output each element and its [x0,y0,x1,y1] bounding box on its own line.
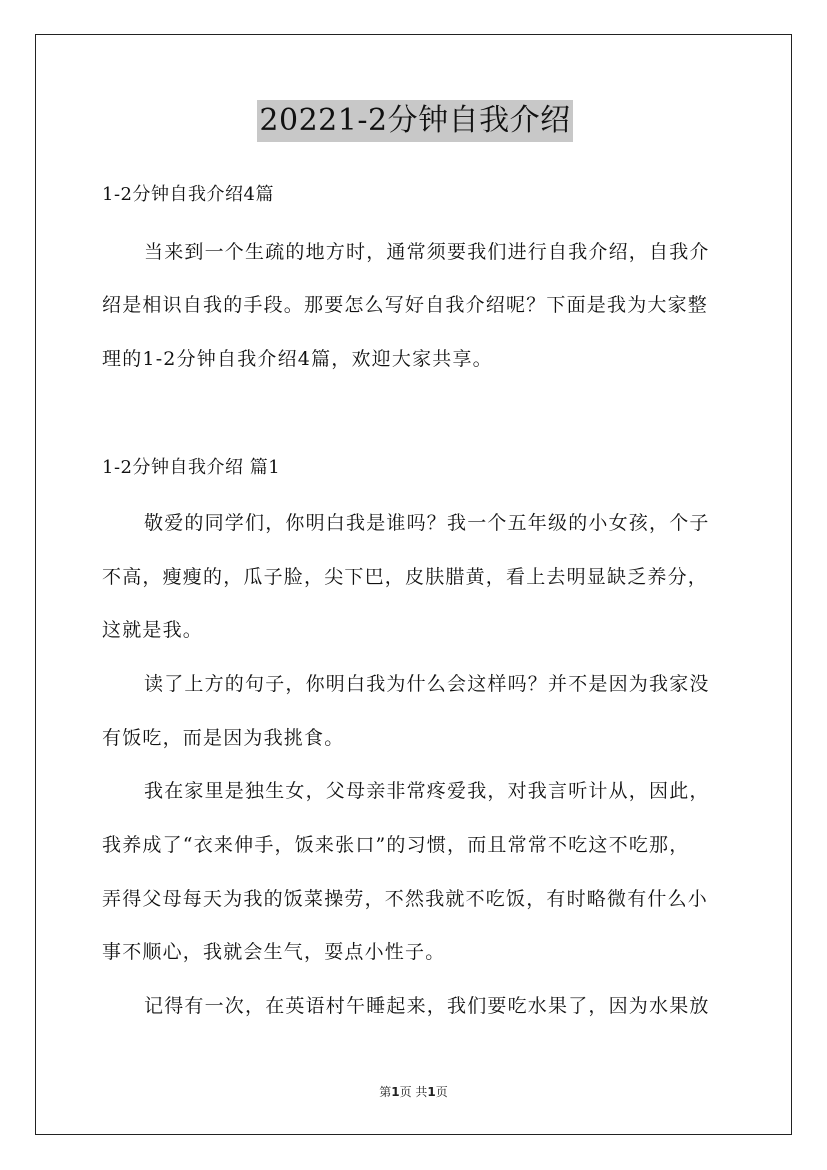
footer-suffix: 页 [435,1085,448,1099]
footer-prefix: 第 [379,1085,392,1099]
intro-line: 绍是相识自我的手段。那要怎么写好自我介绍呢？下面是我为大家整 [102,294,709,316]
paragraph-line: 记得有一次，在英语村午睡起来，我们要吃水果了，因为水果放 [144,995,710,1017]
intro-line: 当来到一个生疏的地方时，通常须要我们进行自我介绍，自我介 [144,241,710,263]
paragraph-line: 这就是我。 [102,619,204,641]
page-footer [0,1083,827,1100]
section-heading: 1-2分钟自我介绍 篇1 [102,457,281,478]
paragraph-line: 敬爱的同学们，你明白我是谁吗？我一个五年级的小女孩，个子 [144,512,710,534]
total-page-number: 1 [427,1085,436,1099]
paragraph-line: 我在家里是独生女，父母亲非常疼爱我，对我言听计从，因此， [144,780,710,802]
subtitle: 1-2分钟自我介绍4篇 [102,184,274,205]
intro-line: 理的1-2分钟自我介绍4篇，欢迎大家共享。 [102,348,493,370]
current-page-number: 1 [391,1085,400,1099]
paragraph-line: 弄得父母每天为我的饭菜操劳，不然我就不吃饭，有时略微有什么小 [102,888,709,910]
paragraph-line: 有饭吃，而是因为我挑食。 [102,727,345,749]
paragraph-line: 不高，瘦瘦的，瓜子脸，尖下巴，皮肤腊黄，看上去明显缺乏养分， [102,566,709,588]
paragraph-line: 我养成了“衣来伸手，饭来张口”的习惯，而且常常不吃这不吃那， [102,834,690,856]
footer-mid: 页 共 [399,1085,428,1099]
paragraph-line: 读了上方的句子，你明白我为什么会这样吗？并不是因为我家没 [144,673,710,695]
paragraph-line: 事不顺心，我就会生气，耍点小性子。 [102,941,446,963]
document-title: 20221-2分钟自我介绍 [257,100,572,142]
